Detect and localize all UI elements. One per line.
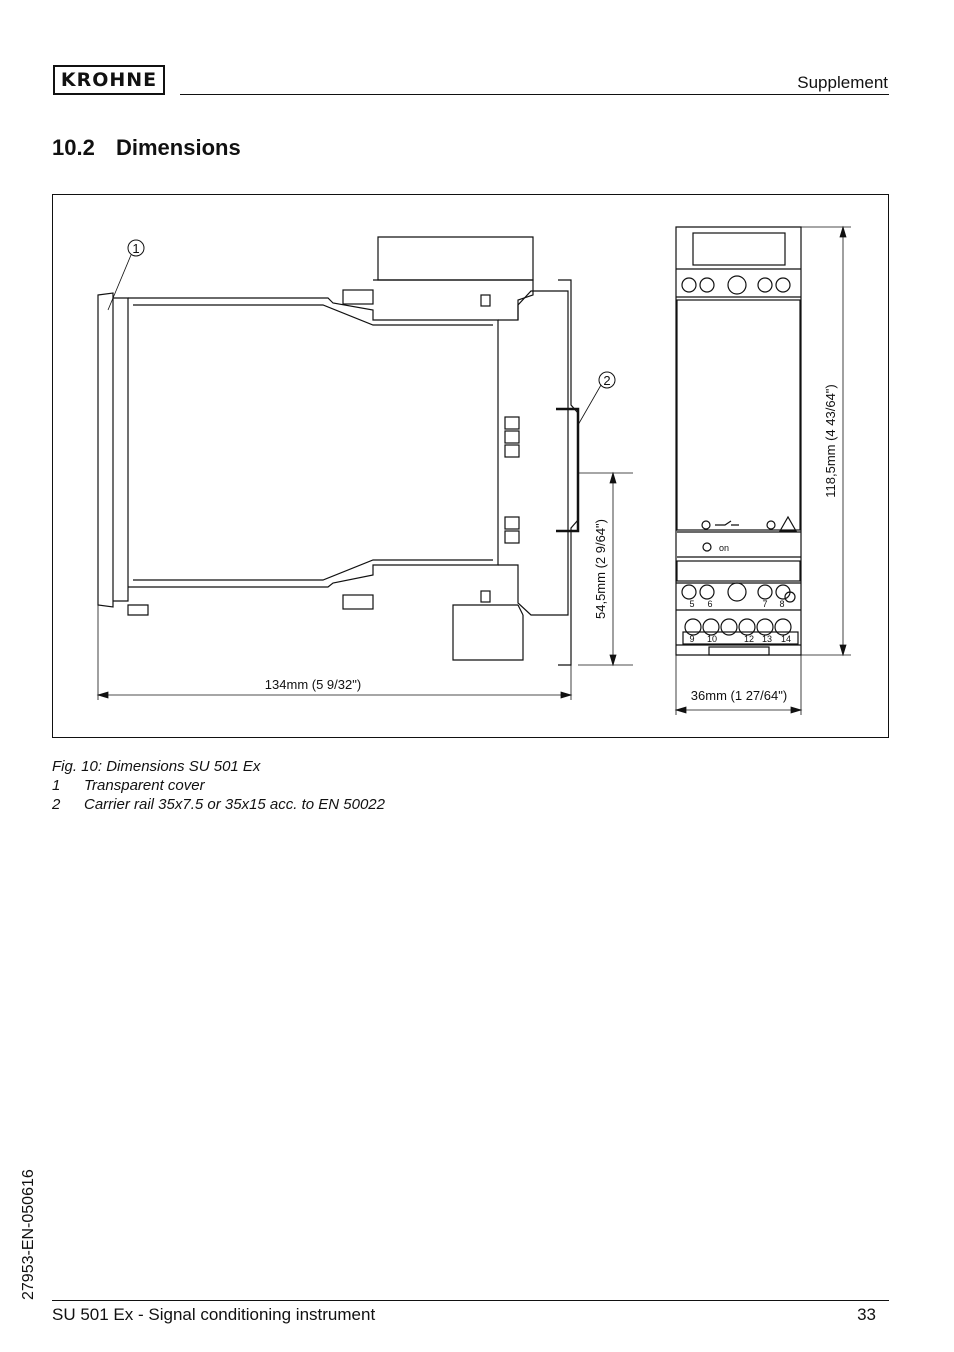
page-number: 33 [857,1305,876,1324]
caption-item [52,795,385,814]
document-code: 27953-EN-050616 [20,1169,37,1300]
terminal-label: 5 [689,599,695,609]
figure-caption [52,757,385,814]
terminal-label: 13 [761,634,773,644]
caption-item-index: 1 [52,777,61,794]
footer-rule [52,1300,889,1301]
section-number: 10.2 [52,135,95,160]
dim-height-label: 118,5mm (4 43/64") [823,384,838,498]
header-rule [180,94,889,95]
dimension-figure [52,194,889,738]
section-heading [52,135,241,161]
terminal-label: 12 [743,634,755,644]
footer-title: SU 501 Ex - Signal conditioning instrument [52,1305,376,1324]
terminal-label: 7 [762,599,768,609]
terminal-label: 14 [780,634,792,644]
terminal-label: 10 [706,634,718,644]
dimension-drawing [53,195,890,739]
terminal-label: 6 [707,599,713,609]
terminal-label: 8 [779,599,785,609]
callout-2: 2 [603,373,611,388]
section-label: Supplement [797,73,888,92]
dim-length-label: 134mm (5 9/32") [264,677,362,692]
callout-1: 1 [132,241,140,256]
section-title: Dimensions [116,135,241,160]
caption-title: Fig. 10: Dimensions SU 501 Ex [52,758,261,775]
krohne-logo: KROHNE [53,65,165,95]
dim-width-label: 36mm (1 27/64") [690,688,788,703]
terminal-label: 9 [689,634,695,644]
dim-rail-label: 54,5mm (2 9/64") [593,519,608,619]
caption-item-text: Carrier rail 35x7.5 or 35x15 acc. to EN 50022 [84,796,385,813]
caption-item-text: Transparent cover [84,777,205,794]
led-on-label: on [718,543,730,553]
caption-item [52,776,385,795]
caption-item-index: 2 [52,796,61,813]
